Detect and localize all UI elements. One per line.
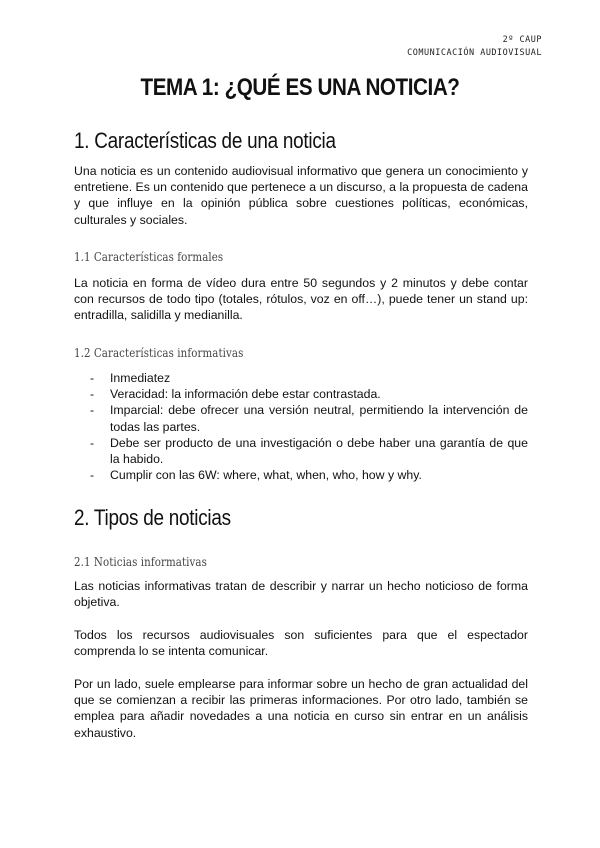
- subsection-1-2-heading: 1.2 Características informativas: [74, 345, 244, 360]
- list-item: - Debe ser producto de una investigación o debe haber una garantía de que la habido.: [90, 435, 528, 467]
- list-item: - Inmediatez: [90, 370, 528, 386]
- list-item: - Imparcial: debe ofrecer una versión neutral, permitiendo la intervención de todas las partes.: [90, 403, 528, 434]
- list-item-text: Veracidad: la información debe estar contrastada.: [110, 387, 381, 402]
- section-1-intro: Una noticia es un contenido audiovisual informativo que genera un conocimiento y entretiene. Es un contenido que pertenece a un discurso, a la propuesta de cadena y que influye en la opinión pública sobre cuestiones políticas, económicas, culturales y sociales.: [74, 164, 528, 227]
- list-item: - Cumplir con las 6W: where, what, when, who, how y why.: [90, 467, 528, 483]
- header-course: 2º CAUP: [502, 35, 542, 45]
- list-item-text: Imparcial: debe ofrecer una versión neutral, permitiendo la intervención de todas las partes.: [110, 403, 528, 434]
- subsection-2-1-paragraph-2: Todos los recursos audiovisuales son suficientes para que el espectador comprenda lo se intenta comunicar.: [74, 628, 528, 659]
- list-item-text: Inmediatez: [110, 371, 171, 385]
- subsection-1-1-heading: 1.1 Características formales: [74, 249, 224, 264]
- page-header: [407, 34, 542, 60]
- page-title: TEMA 1: ¿QUÉ ES UNA NOTICIA?: [140, 74, 460, 101]
- section-2-heading: 2. Tipos de noticias: [74, 505, 231, 530]
- header-subject: COMUNICACIÓN AUDIOVISUAL: [407, 48, 542, 58]
- list-item: - Veracidad: la información debe estar contrastada.: [90, 386, 528, 402]
- list-item-text: Debe ser producto de una investigación o debe haber una garantía de que la habido.: [110, 435, 528, 467]
- subsection-2-1-heading: 2.1 Noticias informativas: [74, 554, 207, 569]
- list-item-text: Cumplir con las 6W: where, what, when, who, how y why.: [110, 468, 422, 483]
- section-1-heading: 1. Características de una noticia: [74, 128, 336, 153]
- characteristics-list: [90, 370, 528, 483]
- subsection-2-1-paragraph-3: Por un lado, suele emplearse para informar sobre un hecho de gran actualidad del que se comienzan a recibir las primeras informaciones. Por otro lado, también se emplea para añadir novedades a una noticia en curso sin entrar en un análisis exhaustivo.: [74, 677, 528, 740]
- subsection-2-1-paragraph-1: Las noticias informativas tratan de describir y narrar un hecho noticioso de forma objetiva.: [74, 579, 528, 610]
- subsection-1-1-text: La noticia en forma de vídeo dura entre 50 segundos y 2 minutos y debe contar con recursos de todo tipo (totales, rótulos, voz en off…), puede tener un stand up: entradilla, salidilla y medianilla.: [74, 276, 528, 323]
